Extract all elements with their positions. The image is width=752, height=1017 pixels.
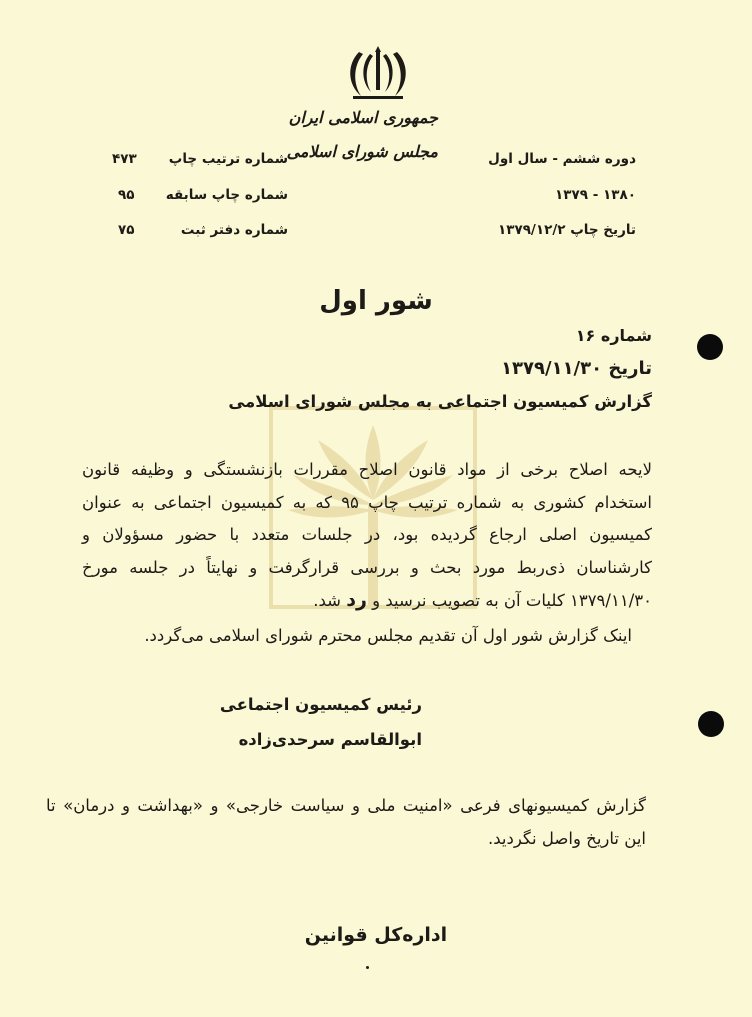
punch-hole-top (697, 334, 723, 360)
submission-line: اینک گزارش شور اول آن تقدیم مجلس محترم شورای اسلامی می‌گردد. (144, 626, 632, 645)
prev-print-label: شماره چاپ سابقه (165, 187, 288, 203)
print-order-value: ۴۷۳ (112, 151, 137, 167)
body-text-rejected: رد (346, 589, 367, 611)
report-date: تاریخ ۱۳۷۹/۱۱/۳۰ (501, 358, 652, 379)
body-paragraph (82, 454, 652, 618)
state-emblem-icon (343, 44, 413, 102)
print-date: تاریخ چاپ ۱۳۷۹/۱۲/۲ (497, 222, 636, 238)
report-number: شماره ۱۶ (575, 326, 652, 345)
prev-print-value: ۹۵ (118, 187, 135, 203)
footer-dot (366, 966, 369, 969)
registry-label: شماره دفتر ثبت (180, 222, 288, 238)
signature-title: رئیس کمیسیون اجتماعی (219, 695, 422, 714)
subcommittee-note: گزارش کمیسیونهای فرعی «امنیت ملی و سیاست خارجی» و «بهداشت و درمان» تا این تاریخ واصل نگردید. (46, 796, 646, 848)
print-order-label: شماره ترتیب چاپ (168, 151, 288, 167)
punch-hole-bottom (698, 711, 724, 737)
body-text-end: شد. (313, 591, 341, 610)
registry-value: ۷۵ (118, 222, 135, 238)
body-text-main: لایحه اصلاح برخی از مواد قانون اصلاح مقررات بازنشستگی و وظیفه قانون استخدام کشوری به شماره ترتیب چاپ ۹۵ که به کمیسیون اجتماعی به عنوان کمیسیون اصلی ارجاع گردیده بود، در جلسات متعدد با حضور مسؤولان و کارشناسان ذی‌ربط مورد بحث و بررسی قرارگرفت و نهایتاً در جلسه مورخ ۱۳۷۹/۱۱/۳۰ کلیات آن به تصویب نرسید و (82, 460, 652, 610)
emblem-caption-parliament: مجلس شورای اسلامی (286, 142, 438, 161)
page-title: شور اول (319, 286, 433, 316)
footer-office: اداره‌کل قوانین (304, 924, 448, 946)
years-info: ۱۳۸۰ - ۱۳۷۹ (555, 187, 636, 203)
term-info: دوره ششم - سال اول (488, 151, 636, 167)
emblem-caption-state: جمهوری اسلامی ایران (288, 108, 438, 127)
report-heading: گزارش کمیسیون اجتماعی به مجلس شورای اسلامی (228, 392, 652, 411)
signature-name: ابوالقاسم سرحدی‌زاده (238, 730, 422, 749)
